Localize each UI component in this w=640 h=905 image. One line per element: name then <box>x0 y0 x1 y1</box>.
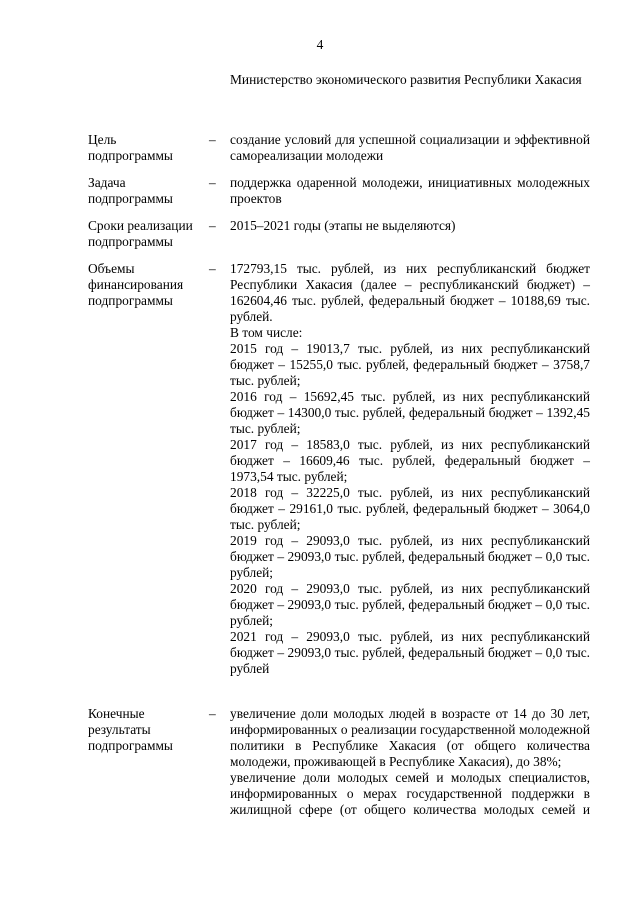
row-dash: – <box>209 132 216 147</box>
funding-year-2017: 2017 год – 18583,0 тыс. рублей, из них республиканский бюджет – 16609,46 тыс. рублей, федеральный бюджет – 1973,54 тыс. рублей; <box>230 437 590 484</box>
value-paragraph: поддержка одаренной молодежи, инициативных молодежных проектов <box>230 175 590 206</box>
funding-year-2015: 2015 год – 19013,7 тыс. рублей, из них республиканский бюджет – 15255,0 тыс. рублей, федеральный бюджет – 3758,7 тыс. рублей; <box>230 341 590 388</box>
funding-year-2019: 2019 год – 29093,0 тыс. рублей, из них республиканский бюджет – 29093,0 тыс. рублей, федеральный бюджет – 0,0 тыс. рублей; <box>230 533 590 580</box>
funding-including-label: В том числе: <box>230 325 303 340</box>
row-value-timeline <box>230 218 590 234</box>
row-label-timeline: Сроки реализации подпрограммы <box>88 218 193 249</box>
row-dash: – <box>209 706 216 721</box>
value-paragraph: создание условий для успешной социализации и эффективной самореализации молодежи <box>230 132 590 163</box>
row-value-results <box>230 706 590 818</box>
responsible-executor: Министерство экономического развития Республики Хакасия <box>230 72 582 87</box>
row-dash: – <box>209 218 216 233</box>
row-value-funding <box>230 261 590 677</box>
row-dash: – <box>209 175 216 190</box>
row-label-task: Задача подпрограммы <box>88 175 173 206</box>
funding-year-2021: 2021 год – 29093,0 тыс. рублей, из них республиканский бюджет – 29093,0 тыс. рублей, федеральный бюджет – 0,0 тыс. рублей <box>230 629 590 676</box>
funding-total: 172793,15 тыс. рублей, из них республиканский бюджет Республики Хакасия (далее – республиканский бюджет) – 162604,46 тыс. рублей, федеральный бюджет – 10188,69 тыс. рублей. <box>230 261 590 324</box>
funding-year-2016: 2016 год – 15692,45 тыс. рублей, из них республиканский бюджет – 14300,0 тыс. рублей, федеральный бюджет – 1392,45 тыс. рублей; <box>230 389 590 436</box>
value-paragraph: 2015–2021 годы (этапы не выделяются) <box>230 218 456 233</box>
result-item: увеличение доли молодых семей и молодых специалистов, информированных о мерах государственной поддержки в жилищной сфере (от общего количества молодых семей и <box>230 770 590 817</box>
row-label-results: Конечные результаты подпрограммы <box>88 706 173 753</box>
row-value-task <box>230 175 590 207</box>
page-number: 4 <box>316 37 324 52</box>
row-dash: – <box>209 261 216 276</box>
funding-year-2018: 2018 год – 32225,0 тыс. рублей, из них республиканский бюджет – 29161,0 тыс. рублей, федеральный бюджет – 3064,0 тыс. рублей; <box>230 485 590 532</box>
row-value-goal <box>230 132 590 164</box>
row-label-goal: Цель подпрограммы <box>88 132 173 163</box>
funding-year-2020: 2020 год – 29093,0 тыс. рублей, из них республиканский бюджет – 29093,0 тыс. рублей, федеральный бюджет – 0,0 тыс. рублей; <box>230 581 590 628</box>
result-item: увеличение доли молодых людей в возрасте от 14 до 30 лет, информированных о реализации государственной молодежной политики в Республике Хакасия (от общего количества молодежи, проживающей в Республике Хакасия), до 38%; <box>230 706 590 769</box>
row-label-funding: Объемы финансирования подпрограммы <box>88 261 184 308</box>
